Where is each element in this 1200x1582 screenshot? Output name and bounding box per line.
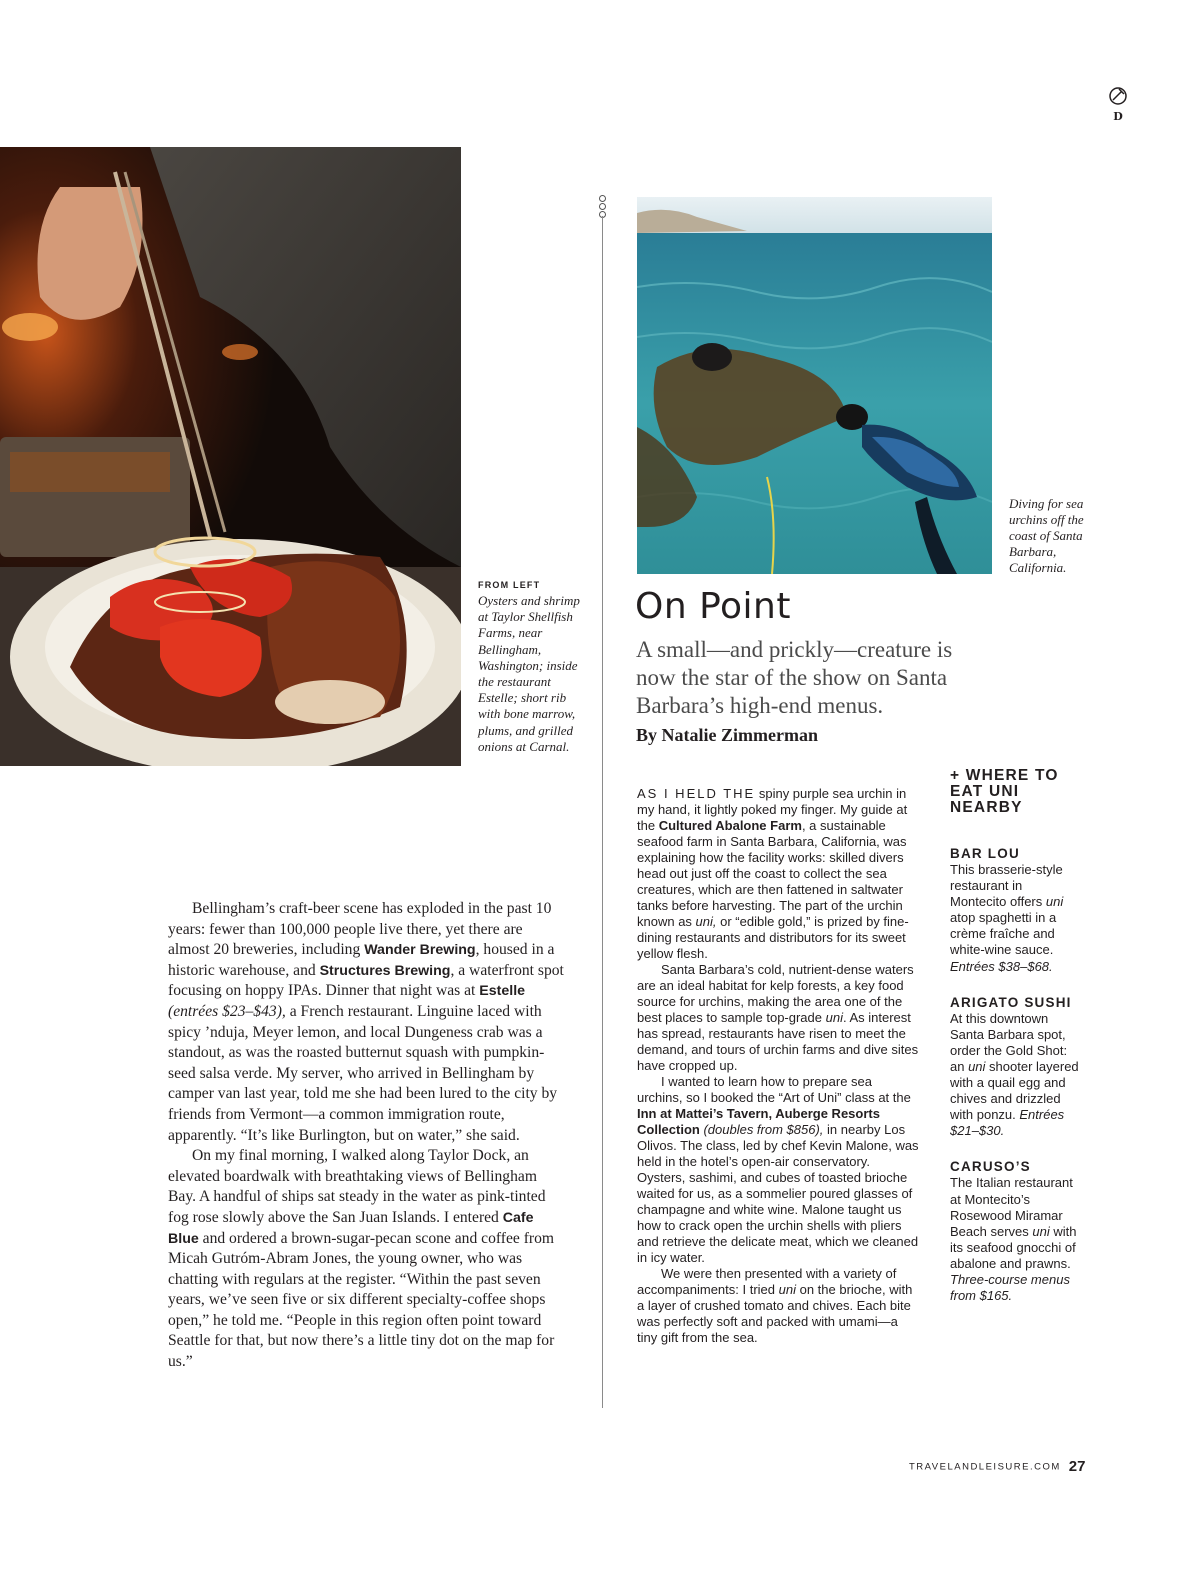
body-column-left — [168, 899, 568, 1373]
paragraph: AS I HELD THE spiny purple sea urchin in my hand, it lightly poked my finger. My guide at the Cultured Abalone Farm, a sustainable seafood farm in Santa Barbara, California, was explaining how the facility works: skilled divers head out just off the coast to collect the sea creatures, which are then fattened in saltwater tanks before harvesting. The part of the urchin known as uni, or “edible gold,” is prized by fine-dining restaurants and distributors for its sweet yellow flesh. — [637, 786, 909, 961]
fork-globe-icon — [1108, 86, 1128, 106]
body-column-middle — [637, 786, 920, 1346]
restaurant-name: CARUSO’S — [950, 1159, 1031, 1175]
paragraph: Bellingham’s craft-beer scene has exploded in the past 10 years: fewer than 100,000 people live there, yet there are almost 20 breweries, including Wander Brewing, housed in a historic warehouse, and Structures Brewing, a waterfront spot focusing on hoppy IPAs. Dinner that night was at Estelle (entrées $23–$43), a French restaurant. Linguine laced with spicy ’nduja, Meyer lemon, and local Dungeness crab was a standout, as was the roasted butternut squash with pumpkin-seed salsa verde. My server, who arrived in Bellingham by camper van last year, told me she had been lured to the city by friends from Vermont—a common immigration route, apparently. “It’s like Burlington, but on water,” she said. — [168, 900, 564, 1144]
sidebar-title: + WHERE TO EAT UNI NEARBY — [950, 767, 1059, 816]
photo-short-rib — [0, 147, 461, 766]
article-dek: A small—and prickly—creature is now the star of the show on Santa Barbara’s high-end menus. — [636, 637, 953, 718]
sidebar-where-to-eat — [950, 768, 1080, 1304]
article-byline: By Natalie Zimmerman — [636, 725, 818, 745]
photo-caption-left — [478, 580, 590, 755]
sidebar-entry — [950, 995, 1080, 1140]
sidebar-entry — [950, 846, 1080, 975]
venue-name: Structures Brewing — [319, 962, 451, 979]
paragraph: We were then presented with a variety of accompaniments: I tried uni on the brioche, with a layer of crushed tomato and chives. Each bite was perfectly soft and packed with umami—a tiny gift from the sea. — [637, 1266, 913, 1345]
venue-name: Cultured Abalone Farm — [658, 818, 802, 833]
venue-name: Cafe Blue — [168, 1209, 534, 1247]
sidebar-entry — [950, 1159, 1080, 1304]
paragraph: I wanted to learn how to prepare sea urchins, so I booked the “Art of Uni” class at the Inn at Mattei’s Tavern, Auberge Resorts Collection (doubles from $856), in nearby Los Olivos. The class, led by chef Kevin Malone, was held in the hotel’s open-air conservatory. Oysters, sashimi, and cubes of toasted brioche waited for us, as a sommelier poured glasses of champagne and white wine. Malone taught us how to crack open the urchin shells with pliers and retrieve the delicate meat, which we cleaned in icy water. — [637, 1074, 919, 1265]
caption-text: Oysters and shrimp at Taylor Shellfish Farms, near Bellingham, Washington; inside the restaurant Estelle; short rib with bone marrow, plums, and grilled onions at Carnal. — [478, 593, 580, 754]
lead-in: AS I HELD THE — [637, 786, 756, 801]
restaurant-name: ARIGATO SUSHI — [950, 994, 1072, 1010]
footer-site: TRAVELANDLEISURE.COM — [909, 1461, 1061, 1473]
paragraph: On my final morning, I walked along Taylor Dock, an elevated boardwalk with breathtaking views of Bellingham Bay. A handful of ships sat steady in the water as pink-tinted fog rose slowly above the San Juan Islands. I entered Cafe Blue and ordered a brown-sugar-pecan scone and coffee from Micah Gutróm-Abram Jones, the young owner, who was chatting with regulars at the register. “Within the past seven years, we’ve seen five or six different specialty-coffee shops open,” he told me. “People in this region often point toward Seattle for that, but now there’s a little tiny dot on the map for us.” — [168, 1147, 555, 1371]
photo-caption-right: Diving for sea urchins off the coast of Santa Barbara, California. — [1009, 496, 1084, 575]
photo-divers — [637, 197, 992, 574]
venue-name: Estelle — [479, 983, 526, 1000]
page-footer — [909, 1458, 1089, 1476]
column-divider — [602, 216, 603, 1408]
caption-kicker: FROM LEFT — [478, 580, 541, 590]
venue-name: Inn at Mattei’s Tavern, Auberge Resorts Collection — [637, 1106, 880, 1137]
venue-name: Wander Brewing — [364, 942, 476, 959]
price-note: Entrées $38–$68. — [950, 958, 1053, 974]
restaurant-description: At this downtown Santa Barbara spot, order the Gold Shot: an uni shooter layered with a quail egg and chives and drizzled with ponzu. Entrées $21–$30. — [950, 1010, 1079, 1139]
price-note: (doubles from $856), — [699, 1122, 824, 1137]
restaurant-description: This brasserie-style restaurant in Montecito offers uni atop spaghetti in a crème fraîche and white-wine sauce. Entrées $38–$68. — [950, 862, 1064, 974]
price-note: (entrées $23–$43), — [168, 1002, 286, 1020]
price-note: Three-course menus from $165. — [950, 1271, 1070, 1304]
restaurant-description: The Italian restaurant at Montecito’s Rosewood Miramar Beach serves uni with its seafood gnocchi of abalone and prawns. Three-course menus from $165. — [950, 1175, 1077, 1304]
price-note: Entrées $21–$30. — [950, 1107, 1065, 1139]
article-headline: On Point — [635, 586, 791, 627]
restaurant-name: BAR LOU — [950, 846, 1020, 861]
page-number: 27 — [1068, 1458, 1086, 1476]
brand-logo — [1106, 86, 1130, 123]
paragraph: Santa Barbara’s cold, nutrient-dense waters are an ideal habitat for kelp forests, a key food source for urchins, making the area one of the best places to sample top-grade uni. As interest has spread, restaurants have risen to meet the demand, and tours of urchin farms and dive sites have cropped up. — [637, 962, 919, 1073]
logo-letter: D — [1113, 110, 1123, 123]
